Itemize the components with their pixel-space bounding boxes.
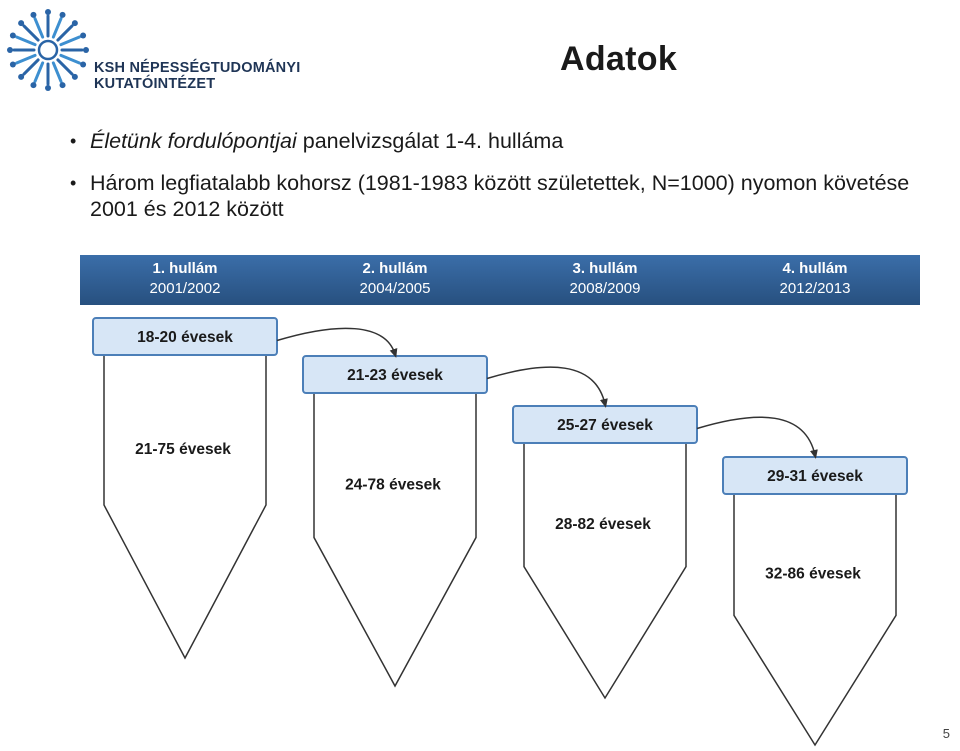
population-shape [314, 393, 476, 686]
wave-connector-arrow [277, 328, 395, 354]
wave-connector-arrow [697, 417, 815, 455]
cohort-label: 25-27 évesek [557, 417, 653, 434]
wave-name-label: 4. hullám [782, 260, 848, 277]
bullet-italic-text: Életünk fordulópontjai [90, 129, 297, 153]
population-shape [734, 494, 896, 745]
wave-name-label: 1. hullám [152, 260, 218, 277]
population-shape [104, 355, 266, 658]
wave-name-label: 2. hullám [362, 260, 428, 277]
population-label: 21-75 évesek [135, 441, 231, 458]
bullet-dot-icon: • [70, 131, 77, 151]
wave-name-label: 3. hullám [572, 260, 638, 277]
wave-years-label: 2008/2009 [569, 280, 641, 297]
wave-years-label: 2012/2013 [779, 280, 851, 297]
population-label: 24-78 évesek [345, 476, 441, 494]
cohort-label: 29-31 évesek [767, 468, 863, 485]
cohort-label: 21-23 évesek [347, 367, 443, 384]
population-label: 32-86 évesek [765, 565, 861, 583]
logo-text-line1: KSH NÉPESSÉGTUDOMÁNYI [94, 60, 301, 76]
slide-number: 5 [942, 726, 950, 741]
bullet-text: Három legfiatalabb kohorsz (1981-1983 között születettek, N=1000) nyomon követése 2001 és 2012 között [90, 171, 910, 221]
population-shape [524, 443, 686, 698]
bullet-dot-icon: • [70, 173, 77, 193]
logo-text-line2: KUTATÓINTÉZET [94, 76, 216, 92]
wave-connector-arrow [487, 367, 605, 404]
wave-years-label: 2001/2002 [149, 280, 221, 297]
population-label: 28-82 évesek [555, 515, 651, 533]
bullet-text: panelvizsgálat 1-4. hulláma [296, 129, 564, 153]
wave-years-label: 2004/2005 [359, 280, 431, 297]
cohort-label: 18-20 évesek [137, 329, 233, 346]
slide-title: Adatok [560, 40, 678, 78]
